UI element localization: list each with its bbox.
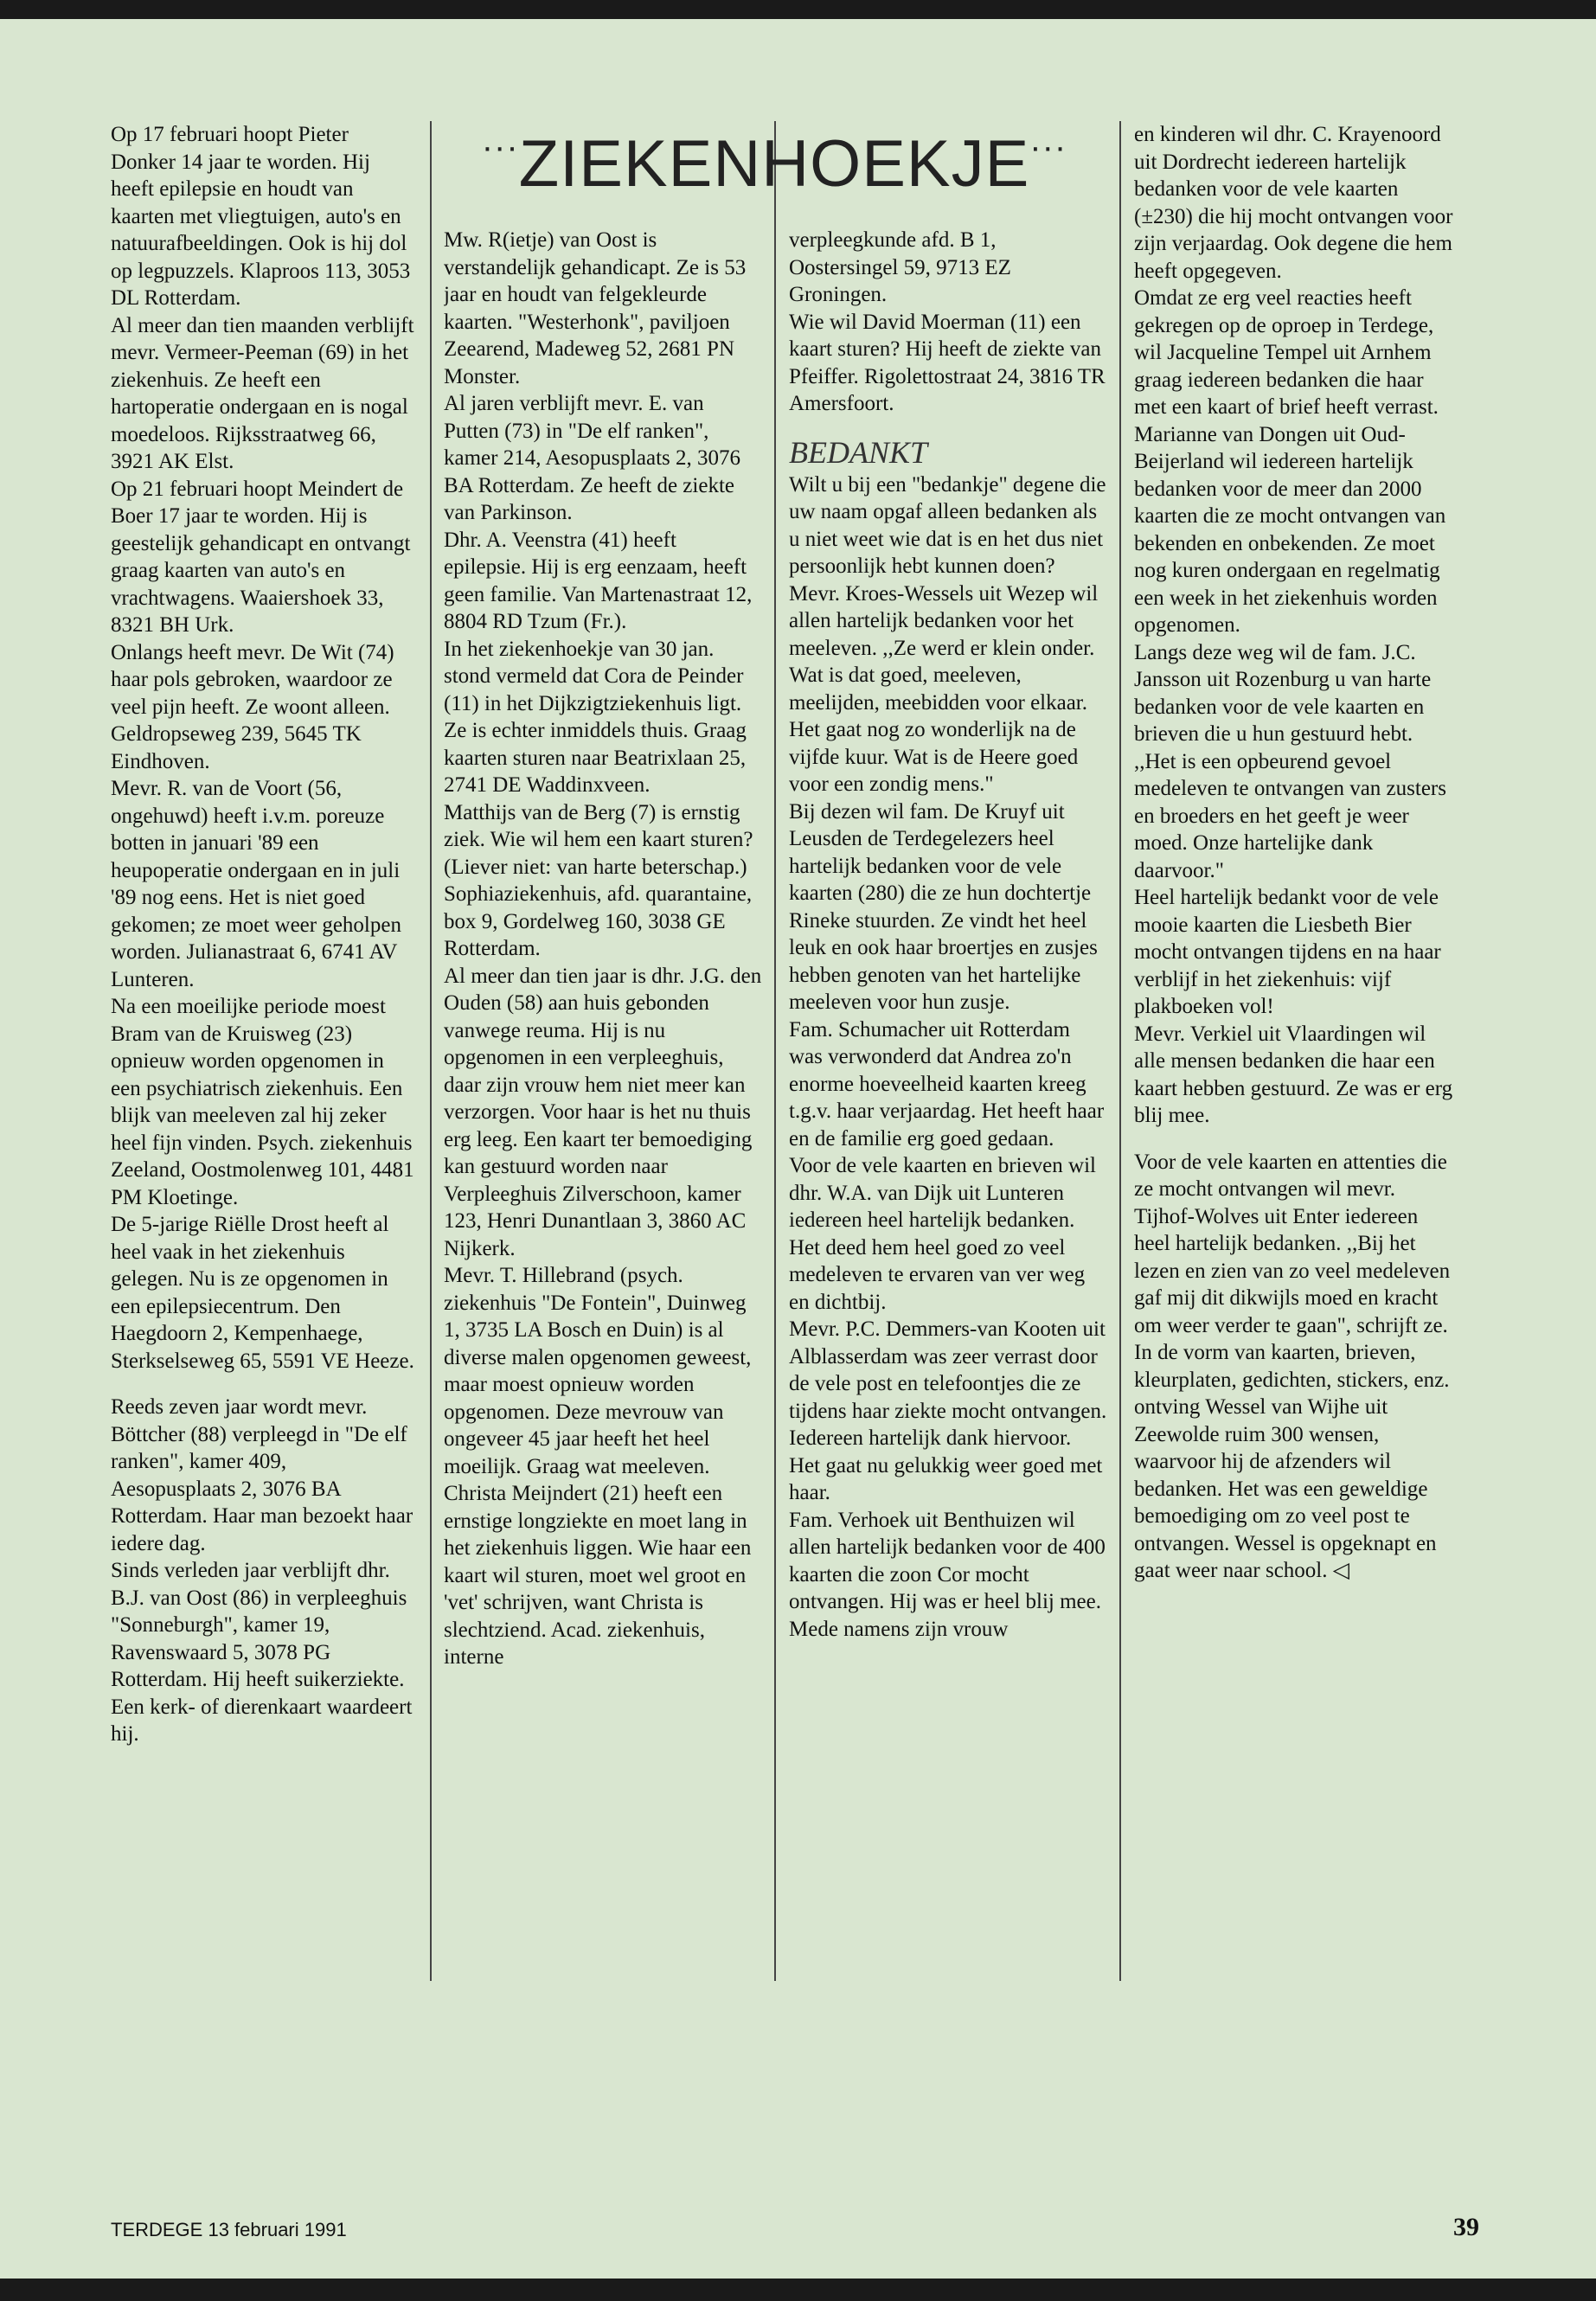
footer-publication: TERDEGE 13 februari 1991 [111, 2219, 347, 2240]
column-3 [789, 227, 1107, 1983]
notice-paragraph: Al jaren verblijft mevr. E. van Putten (73) in "De elf ranken", kamer 214, Aesopusplaats 2, 3076 BA Rotterdam. Ze heeft de ziekte van Parkinson. [444, 392, 741, 524]
notice-paragraph: Sinds verleden jaar verblijft dhr. B.J. van Oost (86) in verpleeghuis "Sonneburgh", kamer 19, Ravenswaard 5, 3078 PG Rotterdam. Hij heeft suikerziekte. Een kerk- of dierenkaart waardeert hij. [111, 1559, 413, 1746]
thanks-paragraph: en kinderen wil dhr. C. Krayenoord uit Dordrecht iedereen hartelijk bedanken voor de vele kaarten (±230) die hij mocht ontvangen voor zijn verjaardag. Ook degene die hem heeft opgegeven. [1134, 123, 1453, 283]
notice-paragraph: verpleegkunde afd. B 1, Oostersingel 59, 9713 EZ Groningen. [789, 228, 1011, 306]
thanks-paragraph: Mevr. Verkiel uit Vlaardingen wil alle mensen bedanken die haar een kaart hebben gestuurd. Ze was er erg blij mee. [1134, 1022, 1453, 1127]
thanks-paragraph: Mede namens zijn vrouw [789, 1617, 1009, 1641]
notice-paragraph: Op 21 februari hoopt Meindert de Boer 17 jaar te worden. Hij is geestelijk gehandicapt en ontvangt graag kaarten van auto's en vrachtwagens. Waaiershoek 33, 8321 BH Urk. [111, 477, 411, 637]
notice-paragraph: Na een moeilijke periode moest Bram van de Kruisweg (23) opnieuw worden opgenomen in een psychiatrisch ziekenhuis. Een blijk van meeleven zal hij zeker heel fijn vinden. Psych. ziekenhuis Zeeland, Oostmolenweg 101, 4481 PM Kloetinge. [111, 995, 414, 1209]
column-divider [774, 121, 776, 1981]
thanks-paragraph: In de vorm van kaarten, brieven, kleurplaten, gedichten, stickers, enz. ontving Wessel van Wijhe uit Zeewolde ruim 300 wensen, waarvoor hij de afzenders wil bedanken. Het was een geweldige bemoediging om zo veel post te ontvangen. Wessel is opgeknapt en gaat weer naar school. ◁ [1134, 1341, 1450, 1582]
notice-paragraph: Matthijs van de Berg (7) is ernstig ziek. Wie wil hem een kaart sturen? (Liever niet: van harte beterschap.) Sophiaziekenhuis, afd. quarantaine, box 9, Gordelweg 160, 3038 GE Rotterdam. [444, 800, 753, 960]
thanks-paragraph: Fam. Verhoek uit Benthuizen wil allen hartelijk bedanken voor de 400 kaarten die zoon Cor mocht ontvangen. Hij was er heel blij mee. [789, 1508, 1106, 1613]
top-border [0, 0, 1596, 19]
thanks-paragraph: Heel hartelijk bedankt voor de vele mooie kaarten die Liesbeth Bier mocht ontvangen tijdens en na haar verblijf in het ziekenhuis: vijf plakboeken vol! [1134, 886, 1441, 1018]
notice-paragraph: Reeds zeven jaar wordt mevr. Böttcher (88) verpleegd in "De elf ranken", kamer 409, Aesopusplaats 2, 3076 BA Rotterdam. Haar man bezoekt haar iedere dag. [111, 1395, 413, 1555]
notice-paragraph: Op 17 februari hoopt Pieter Donker 14 jaar te worden. Hij heeft epilepsie en houdt van kaarten met vliegtuigen, auto's en natuurafbeeldingen. Ook is hij dol op legpuzzels. Klaproos 113, 3053 DL Rotterdam. [111, 123, 411, 310]
bottom-border [0, 2279, 1596, 2301]
notice-paragraph: Onlangs heeft mevr. De Wit (74) haar pols gebroken, waardoor ze veel pijn heeft. Ze woont alleen. Geldropseweg 239, 5645 TK Eindhoven. [111, 640, 394, 773]
notice-paragraph: In het ziekenhoekje van 30 jan. stond vermeld dat Cora de Peinder (11) in het Dijkzigtziekenhuis ligt. Ze is echter inmiddels thuis. Graag kaarten sturen naar Beatrixlaan 25, 2741 DE Waddinxveen. [444, 637, 747, 797]
page-number: 39 [1453, 2213, 1479, 2241]
page-title: ···ZIEKENHOEKJE··· [481, 127, 1067, 201]
column-4 [1134, 121, 1454, 1981]
thanks-paragraph: Fam. Schumacher uit Rotterdam was verwonderd dat Andrea zo'n enorme hoeveelheid kaarten kreeg t.g.v. haar verjaardag. Het heeft haar en de familie erg goed gedaan. [789, 1017, 1105, 1150]
thanks-paragraph: Bij dezen wil fam. De Kruyf uit Leusden de Terdegelezers heel hartelijk bedanken voor de vele kaarten (280) die ze hun dochtertje Rineke stuurden. Ze vindt het heel leuk en ook haar broertjes en zusjes hebben genoten van het hartelijke meeleven voor hun zusje. [789, 799, 1098, 1014]
thanks-paragraph: Voor de vele kaarten en attenties die ze mocht ontvangen wil mevr. Tijhof-Wolves uit Enter iedereen heel hartelijk bedanken. ,,Bij het lezen en zien van zo veel medeleven gaf mij dit dikwijls moed en kracht om weer verder te gaan", schrijft ze. [1134, 1150, 1451, 1337]
column-divider [430, 121, 432, 1981]
notice-paragraph: De 5-jarige Riëlle Drost heeft al heel vaak in het ziekenhuis gelegen. Nu is ze opgenomen in een epilepsiecentrum. Den Haegdoorn 2, Kempenhaege, Sterkselseweg 65, 5591 VE Heeze. [111, 1213, 414, 1373]
notice-paragraph: Mevr. R. van de Voort (56, ongehuwd) heeft i.v.m. poreuze botten in januari '89 een heupoperatie ondergaan en in juli '89 nog eens. Het is niet goed gekomen; ze moet weer geholpen worden. Julianastraat 6, 6741 AV Lunteren. [111, 777, 401, 991]
notice-paragraph: Christa Meijndert (21) heeft een ernstige longziekte en moet lang in het ziekenhuis liggen. Wie haar een kaart wil sturen, moet wel groot en 'vet' schrijven, want Christa is slechtziend. Acad. ziekenhuis, interne [444, 1482, 752, 1669]
thanks-paragraph: Langs deze weg wil de fam. J.C. Jansson uit Rozenburg u van harte bedanken voor de vele kaarten en brieven die u hun gestuurd hebt. ,,Het is een opbeurend gevoel medeleven te ontvangen van zusters en broeders en het geeft je weer moed. Onze hartelijke dank daarvoor." [1134, 640, 1446, 882]
thanks-paragraph: Voor de vele kaarten en brieven wil dhr. W.A. van Dijk uit Lunteren iedereen heel hartelijk bedanken. Het deed hem heel goed zo veel medeleven te ervaren van ver weg en dichtbij. [789, 1154, 1096, 1314]
column-divider [1119, 121, 1121, 1981]
thanks-paragraph: Mevr. Kroes-Wessels uit Wezep wil allen hartelijk bedanken voor het meeleven. ,,Ze werd er klein onder. Wat is dat goed, meeleven, meelijden, meebidden voor elkaar. Het gaat nog zo wonderlijk na de vijfde kuur. Wat is de Heere goed voor een zondig mens." [789, 581, 1099, 796]
bedankt-heading: BEDANKT [789, 434, 928, 470]
notice-paragraph: Mevr. T. Hillebrand (psych. ziekenhuis "De Fontein", Duinweg 1, 3735 LA Bosch en Duin) is al diverse malen opgenomen geweest, maar moest opnieuw worden opgenomen. Deze mevrouw van ongeveer 45 jaar heeft het heel moeilijk. Graag wat meeleven. [444, 1264, 752, 1478]
thanks-paragraph: Wilt u bij een "bedankje" degene die uw naam opgaf alleen bedanken als u niet weet wie dat is en het dus niet persoonlijk hebt kunnen doen? [789, 472, 1106, 578]
column-1 [111, 121, 415, 1981]
notice-paragraph: Al meer dan tien maanden verblijft mevr. Vermeer-Peeman (69) in het ziekenhuis. Ze heeft een hartoperatie ondergaan en is nogal moedeloos. Rijksstraatweg 66, 3921 AK Elst. [111, 313, 414, 473]
notice-paragraph: Wie wil David Moerman (11) een kaart sturen? Hij heeft de ziekte van Pfeiffer. Rigolettostraat 24, 3816 TR Amersfoort. [789, 310, 1106, 415]
notice-paragraph: Mw. R(ietje) van Oost is verstandelijk gehandicapt. Ze is 53 jaar en houdt van felgekleurde kaarten. "Westerhonk", paviljoen Zeearend, Madeweg 52, 2681 PN Monster. [444, 228, 747, 388]
thanks-paragraph: Omdat ze erg veel reacties heeft gekregen op de oproep in Terdege, wil Jacqueline Tempel uit Arnhem graag iedereen bedanken die haar met een kaart of brief heeft verrast. [1134, 286, 1439, 419]
thanks-paragraph: Mevr. P.C. Demmers-van Kooten uit Alblasserdam was zeer verrast door de vele post en telefoontjes die ze tijdens haar ziekte mocht ontvangen. Iedereen hartelijk dank hiervoor. Het gaat nu gelukkig weer goed met haar. [789, 1317, 1107, 1504]
thanks-paragraph: Marianne van Dongen uit Oud-Beijerland wil iedereen hartelijk bedanken voor de meer dan 2000 kaarten die ze mocht ontvangen van bekenden en onbekenden. Ze moet nog kuren ondergaan en regelmatig een week in het ziekenhuis worden opgenomen. [1134, 422, 1446, 637]
notice-paragraph: Al meer dan tien jaar is dhr. J.G. den Ouden (58) aan huis gebonden vanwege reuma. Hij is nu opgenomen in een verpleeghuis, daar zijn vrouw hem niet meer kan verzorgen. Voor haar is het nu thuis erg leeg. Een kaart ter bemoediging kan gestuurd worden naar Verpleeghuis Zilverschoon, kamer 123, Henri Dunantlaan 3, 3860 AC Nijkerk. [444, 964, 762, 1260]
column-2 [444, 227, 762, 1983]
notice-paragraph: Dhr. A. Veenstra (41) heeft epilepsie. Hij is erg eenzaam, heeft geen familie. Van Martenastraat 12, 8804 RD Tzum (Fr.). [444, 528, 753, 633]
